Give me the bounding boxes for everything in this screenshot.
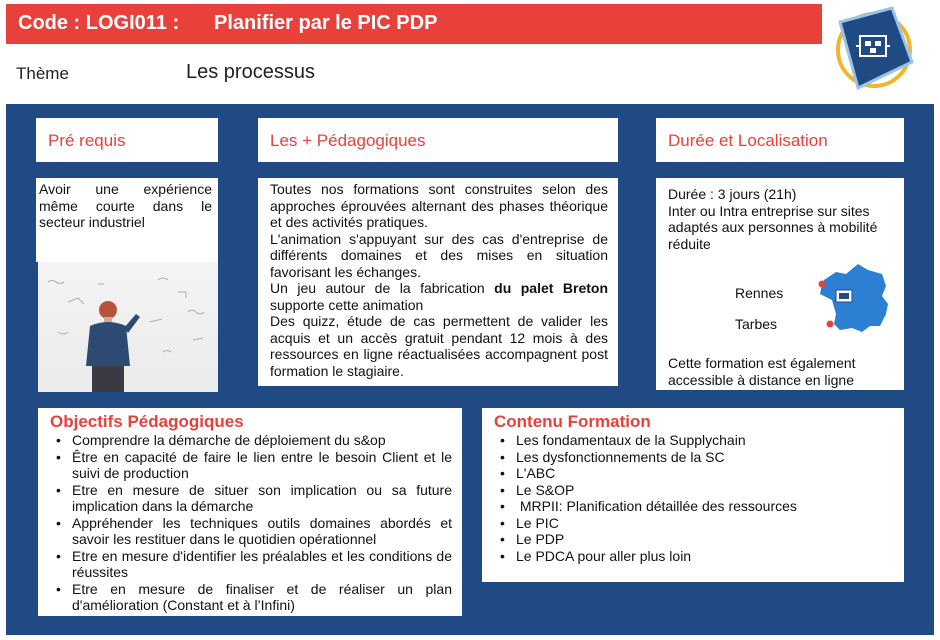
company-logo-icon [832,4,916,94]
city-rennes: Rennes [735,285,784,301]
contenu-title: Contenu Formation [494,412,651,431]
list-item: • MRPII: Planification détaillée des ressources [494,498,894,515]
pedagogiques-p3-bold: du palet Breton [494,280,609,296]
duree-line1: Durée : 3 jours (21h) [668,186,797,202]
pedagogiques-header [258,118,618,162]
list-item: • Etre en mesure d'identifier les préalables et les conditions de réussites [50,548,452,581]
prerequis-title: Pré requis [48,131,126,150]
france-map-icon [810,262,890,344]
prerequis-box [36,178,218,262]
person-at-whiteboard-icon [38,262,218,392]
duree-distance: Cette formation est également accessible à distance en ligne [668,355,856,388]
list-item: • Les dysfonctionnements de la SC [494,449,894,466]
header-bar [6,4,822,44]
contenu-list [494,432,894,564]
list-item: • Etre en mesure de situer son implication ou sa future implication dans la démarche [50,482,452,515]
list-item: • Le PIC [494,515,894,532]
pedagogiques-p2: L'animation s'appuyant sur des cas d'entreprise de différents domaines et des mises en situation favorisant les échanges. [270,230,608,280]
list-item: • Comprendre la démarche de déploiement du s&op [50,432,452,449]
pedagogiques-p1: Toutes nos formations sont construites selon des approches éprouvées alternant des phases théorique et des activités pratiques. [270,181,608,230]
list-item: • Etre en mesure de finaliser et de réaliser un plan d'amélioration (Constant et à l’Infini) [50,581,452,614]
list-item: • L'ABC [494,465,894,482]
contenu-box [482,408,904,582]
pedagogiques-box [258,178,618,386]
list-item: • Le PDCA pour aller plus loin [494,548,894,565]
city-tarbes: Tarbes [735,316,778,332]
pedagogiques-p3-before: Un jeu autour de la fabrication [270,280,485,296]
theme-label: Thème [16,64,69,83]
objectifs-box [38,408,462,616]
objectifs-list [50,432,452,614]
duree-header [656,118,904,162]
pedagogiques-p3 [270,280,608,313]
course-code: Code : LOGI011 : [18,12,180,34]
duree-title: Durée et Localisation [668,131,828,150]
prerequis-text: Avoir une expérience même courte dans le secteur industriel [39,181,212,230]
whiteboard-photo [38,262,218,392]
list-item: • Être en capacité de faire le lien entre le besoin Client et le suivi de production [50,449,452,482]
pedagogiques-p3-after: supporte cette animation [270,296,424,313]
course-title: Planifier par le PIC PDP [214,12,438,34]
list-item: • Les fondamentaux de la Supplychain [494,432,894,449]
objectifs-title: Objectifs Pédagogiques [50,412,244,431]
pedagogiques-p4: Des quizz, étude de cas permettent de valider les acquis et un accès gratuit pendant 12 mois à des ressources en ligne réactualisées accompagnent post formation le stagiaire. [270,313,608,379]
list-item: • Le S&OP [494,482,894,499]
theme-value: Les processus [186,61,315,83]
duree-line2: Inter ou Intra entreprise sur sites adaptés aux personnes à mobilité réduite [668,202,878,252]
list-item: • Le PDP [494,531,894,548]
list-item: • Appréhender les techniques outils domaines abordés et savoir les restituer dans le quotidien opérationnel [50,515,452,548]
prerequis-header [36,118,218,162]
pedagogiques-title: Les + Pédagogiques [270,131,426,150]
